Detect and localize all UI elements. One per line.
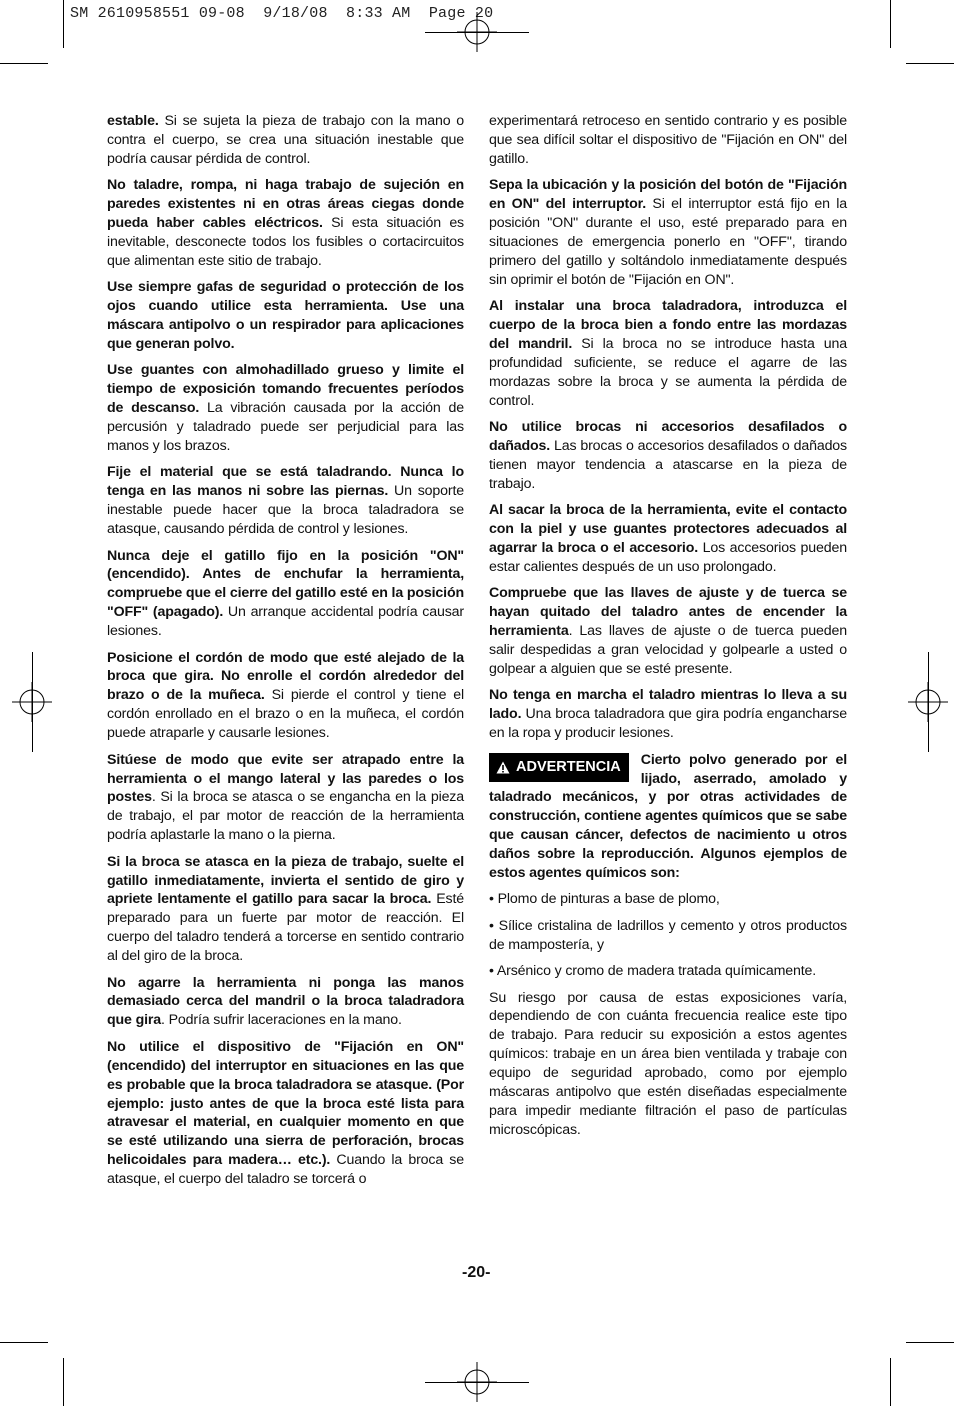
body-text: Si se sujeta la pieza de trabajo con la mano o contra el cuerpo, se crea una situación inestable que podría causar pérdida de control. xyxy=(107,113,464,167)
registration-line-bottom xyxy=(425,1382,529,1383)
paragraph xyxy=(489,686,847,743)
bold-lead: Al sacar la broca de la herramienta, evite el contacto con la piel y use guantes protectores adecuados al agarrar la broca o el accesorio. xyxy=(489,502,847,557)
crop-mark-top-right-v xyxy=(890,0,891,48)
body-text: Si la broca no se introduce hasta una profundidad suficiente, se reduce el agarre de las mordazas sobre la broca y se aumenta la pérdida de control. xyxy=(489,335,847,409)
list-item: • Sílice cristalina de ladrillos y cemento y otros productos de mampostería, y xyxy=(489,917,847,953)
body-text: Los accesorios pueden estar calientes después de un uso prolongado. xyxy=(489,540,847,575)
closing-paragraph: Su riesgo por causa de estas exposiciones varía, dependiendo de con cuánta frecuencia realice este tipo de trabajo. Para reducir su exposición a estos agentes químicos: trabaje en un área bien ventilada y trabaje con equipo de seguridad aprobado, como por ejemplo máscaras antipolvo que estén diseñadas especialmente para impedir mediante filtración el paso de partículas microscópicas. xyxy=(489,989,847,1138)
crop-mark-bottom-left-v xyxy=(63,1358,64,1406)
right-column xyxy=(489,112,847,1147)
body-text: Un arranque accidental podría causar lesiones. xyxy=(107,604,464,640)
paragraph xyxy=(107,751,464,846)
registration-line-right xyxy=(928,652,929,752)
paragraph xyxy=(489,112,847,169)
crop-mark-top-left-h xyxy=(0,63,48,64)
registration-line-top xyxy=(425,32,529,33)
paragraph xyxy=(489,584,847,679)
body-text: Esté preparado para un fuerte par motor de reacción. El cuerpo del taladro tenderá a torcerse en sentido contrario al del giro de la broca. xyxy=(107,891,464,965)
bold-lead: Fije el material que se está taladrando. Nunca lo tenga en las manos ni sobre las piernas. xyxy=(107,464,464,500)
bold-lead: No utilice el dispositivo de "Fijación en ON" (encendido) del interruptor en situaciones en las que es probable que la broca taladradora se atasque. (Por ejemplo: justo antes de que la broca esté lista para atravesar el material, en cualquier momento en que se esté utilizando una sierra de perforación, brocas helicoidales para madera… etc.). xyxy=(107,1038,464,1169)
bold-lead: Sitúese de modo que evite ser atrapado entre la herramienta o el mango lateral y las paredes o los postes xyxy=(107,751,464,806)
crop-mark-bottom-right-h xyxy=(906,1342,954,1343)
bold-lead: No tenga en marcha el taladro mientras lo lleva a su lado. xyxy=(489,687,847,723)
bold-lead: Compruebe que las llaves de ajuste y de tuerca se hayan quitado del taladro antes de encender la herramienta xyxy=(489,585,847,640)
left-column xyxy=(107,112,464,1197)
body-text: Un soporte inestable puede hacer que la broca taladradora se atasque, causando pérdida de control y lesiones. xyxy=(107,483,465,538)
warning-triangle-icon xyxy=(496,761,510,774)
list-item: • Plomo de pinturas a base de plomo, xyxy=(489,891,720,908)
list-item: • Arsénico y cromo de madera tratada químicamente. xyxy=(489,963,817,980)
paragraph xyxy=(107,974,464,1031)
paragraph xyxy=(107,1038,464,1189)
bold-lead: Use guantes con almohadillado grueso y limite el tiempo de exposición tomando frecuentes períodos de descanso. xyxy=(107,362,464,417)
body-text: experimentará retroceso en sentido contrario y es posible que sea difícil soltar el dispositivo de "Fijación en ON" del gatillo. xyxy=(489,113,847,167)
paragraph xyxy=(107,278,464,354)
warning-paragraph xyxy=(489,751,847,883)
bold-lead: Use siempre gafas de seguridad o protección de los ojos cuando utilice esta herramienta. Use una máscara antipolvo o un respirador para aplicaciones que generan polvo. xyxy=(107,279,464,352)
bold-lead: Sepa la ubicación y la posición del botón de "Fijación en ON" del interruptor. xyxy=(489,177,847,213)
body-text: Una broca taladradora que gira podría engancharse en la ropa y producir lesiones. xyxy=(489,706,847,742)
bold-lead: estable. xyxy=(107,113,159,129)
paragraph xyxy=(489,176,847,289)
paragraph xyxy=(107,853,464,966)
body-text: Si el interruptor está fijo en la posición "ON" durante el uso, esté preparado para en situaciones de emergencia ponerlo en "OFF", tirando primero del gatillo y soltándolo inmediatamente después sin oprimir el botón de "Fijación en ON". xyxy=(489,196,847,288)
bold-lead: No utilice brocas ni accesorios desafilados o dañados. xyxy=(489,419,847,454)
registration-line-left xyxy=(32,652,33,752)
paragraph xyxy=(107,649,464,744)
bold-lead: Nunca deje el gatillo fijo en la posición "ON" (encendido). Antes de enchufar la herramienta, compruebe que el cierre del gatillo esté en la posición "OFF" (apagado). xyxy=(107,547,464,621)
paragraph xyxy=(489,297,847,410)
paragraph xyxy=(489,501,847,577)
warning-badge xyxy=(489,753,629,782)
crop-mark-bottom-right-v xyxy=(890,1358,891,1406)
page-number: -20- xyxy=(462,1264,491,1281)
paragraph xyxy=(107,112,464,169)
body-text: Las brocas o accesorios desafilados o dañados tienen mayor tendencia a atascarse en la pieza de trabajo. xyxy=(489,438,847,492)
body-text: . Si la broca se atasca o se engancha en la pieza de trabajo, el par motor de reacción de la herramienta podría aplastarle la mano o la pierna. xyxy=(107,789,464,844)
body-text: La vibración causada por la acción de percusión y taladrado puede ser perjudicial para las manos y los brazos. xyxy=(107,400,464,454)
crop-mark-top-left-v xyxy=(63,0,64,48)
paragraph xyxy=(107,361,464,456)
paragraph xyxy=(107,547,464,642)
paragraph xyxy=(489,418,847,494)
bold-lead: Posicione el cordón de modo que esté alejado de la broca que gira. No enrolle el cordón alrededor del brazo o de la muñeca. xyxy=(107,649,464,704)
bold-lead: Al instalar una broca taladradora, introduzca el cuerpo de la broca bien a fondo entre las mordazas del mandril. xyxy=(489,298,847,352)
bold-lead: No taladre, rompa, ni haga trabajo de sujeción en paredes existentes ni en otras áreas ciegas donde pueda haber cables eléctricos. xyxy=(107,177,464,232)
crop-mark-bottom-left-h xyxy=(0,1342,48,1343)
warning-badge-label: ADVERTENCIA xyxy=(516,758,621,775)
print-slug: SM 2610958551 09-08 9/18/08 8:33 AM Page 20 xyxy=(70,5,494,22)
body-text: . Las llaves de ajuste o de tuerca pueden salir despedidas a gran velocidad y golpearle a usted o golpear a alguien que se esté presente. xyxy=(489,623,847,677)
paragraph xyxy=(107,176,464,271)
paragraph xyxy=(107,463,464,539)
body-text: . Podría sufrir laceraciones en la mano. xyxy=(161,1012,402,1029)
bold-lead: Si la broca se atasca en la pieza de trabajo, suelte el gatillo inmediatamente, invierta el sentido de giro y apriete lentamente el gatillo para sacar la broca. xyxy=(107,853,464,908)
body-text: Cuando la broca se atasque, el cuerpo del taladro se torcerá o xyxy=(107,1152,464,1188)
body-text: Si pierde el control y tiene el cordón enrollado en el brazo o en la muñeca, el cordón puede atraparle y causarle lesiones. xyxy=(107,687,464,742)
bold-lead: No agarre la herramienta ni ponga las manos demasiado cerca del mandril o la broca taladradora que gira xyxy=(107,974,464,1029)
warning-text: Cierto polvo generado por el lijado, aserrado, amolado y taladrado mecánicos, y por otras actividades de construcción, contiene agentes químicos que se sabe que causan cáncer, defectos de nacimiento u otros daños sobre la reproducción. Algunos ejemplos de estos agentes químicos son: xyxy=(489,751,847,882)
body-text: Si esta situación es inevitable, desconecte todos los fusibles o cortacircuitos que alimentan este sitio de trabajo. xyxy=(107,215,464,269)
crop-mark-top-right-h xyxy=(906,63,954,64)
